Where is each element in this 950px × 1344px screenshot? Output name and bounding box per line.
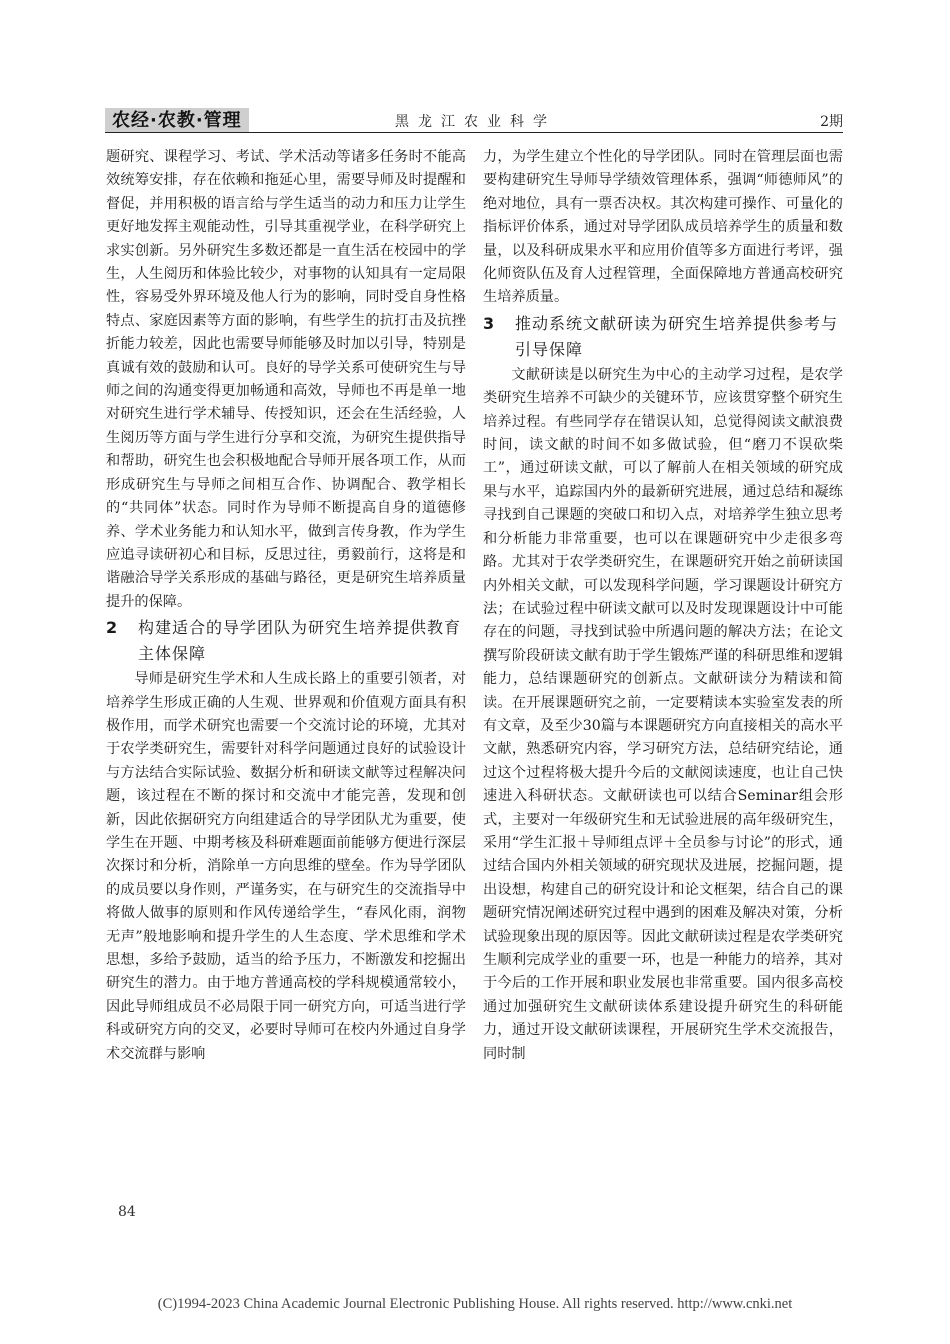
right-column (483, 146, 843, 1066)
journal-title: 黑龙江农业科学 (395, 114, 556, 130)
section-title: 推动系统文献研读为研究生培养提供参考与引导保障 (515, 313, 839, 359)
body-paragraph: 力，为学生建立个性化的导学团队。同时在管理层面也需要构建研究生导师导学绩效管理体系，强调“师德师风”的绝对地位，具有一票否决权。其次构建可操作、可量化的指标评价体系，通过对导学团队成员培养学生的质量和数量，以及科研成果水平和应用价值等多方面进行考评，强化师资队伍及育人过程管理，全面保障地方普通高校研究生培养质量。 (483, 149, 843, 306)
section-tag: 农经·农教·管理 (105, 108, 249, 133)
running-header (105, 108, 843, 134)
section-heading-3 (483, 311, 843, 363)
header-rule (105, 132, 843, 133)
section-heading-2 (106, 615, 466, 667)
left-column (106, 146, 466, 1066)
body-paragraph: 导师是研究生学术和人生成长路上的重要引领者，对培养学生形成正确的人生观、世界观和价值观方面具有积极作用，而学术研究也需要一个交流讨论的环境，尤其对于农学类研究生，需要针对科学问题通过良好的试验设计与方法结合实际试验、数据分析和研读文献等过程解决问题，该过程在不断的探讨和交流中才能完善，发现和创新，因此依据研究方向组建适合的导学团队尤为重要，使学生在开题、中期考核及科研难题面前能够方便进行深层次探讨和分析，消除单一方向思维的壁垒。作为导学团队的成员要以身作则，严谨务实，在与研究生的交流指导中将做人做事的原则和作风传递给学生，“春风化雨，润物无声”般地影响和提升学生的人生态度、学术思维和学术思想，多给予鼓励，适当的给予压力，不断激发和挖掘出研究生的潜力。由于地方普通高校的学科规模通常较小，因此导师组成员不必局限于同一研究方向，可适当进行学科或研究方向的交叉，必要时导师可在校内外通过自身学术交流群与影响 (106, 671, 466, 1062)
section-title: 构建适合的导学团队为研究生培养提供教育主体保障 (138, 618, 462, 664)
body-paragraph: 文献研读是以研究生为中心的主动学习过程，是农学类研究生培养不可缺少的关键环节，应该贯穿整个研究生培养过程。有些同学存在错误认知，总觉得阅读文献浪费时间，读文献的时间不如多做试验，但“磨刀不误砍柴工”，通过研读文献，可以了解前人在相关领域的研究成果与水平，追踪国内外的最新研究进展，通过总结和凝练寻找到自己课题的突破口和切入点，对培养学生独立思考和分析能力非常重要，也可以在课题研究中少走很多弯路。尤其对于农学类研究生，在课题研究开始之前研读国内外相关文献，可以发现科学问题，学习课题设计研究方法；在试验过程中研读文献可以及时发现课题设计中可能存在的问题，寻找到试验中所遇问题的解决方法；在论文撰写阶段研读文献有助于学生锻炼严谨的科研思维和逻辑能力，总结课题研究的创新点。文献研读分为精读和简读。在开展课题研究之前，一定要精读本实验室发表的所有文章，及至少30篇与本课题研究方向直接相关的高水平文献，熟悉研究内容，学习研究方法，总结研究结论，通过这个过程将极大提升今后的文献阅读速度，也让自己快速进入科研状态。文献研读也可以结合Seminar组会形式，主要对一年级研究生和无试验进展的高年级研究生，采用“学生汇报＋导师组点评＋全员参与讨论”的形式，通过结合国内外相关领域的研究现状及进展，挖掘问题，提出设想，构建自己的研究设计和论文框架，结合自己的课题研究情况阐述研究过程中遇到的困难及解决对策，分析试验现象出现的原因等。因此文献研读过程是农学类研究生顺利完成学业的重要一环，也是一种能力的培养，其对于今后的工作开展和职业发展也非常重要。国内很多高校通过加强研究生文献研读体系建设提升研究生的科研能力，通过开设文献研读课程，开展研究生学术交流报告，同时制 (483, 366, 843, 1062)
body-paragraph: 题研究、课程学习、考试、学术活动等诸多任务时不能高效统筹安排，存在依赖和拖延心里，需要导师及时提醒和督促，并用积极的语言给与学生适当的动力和压力让学生更好地发挥主观能动性，引导其重视学业，在科学研究上求实创新。另外研究生多数还都是一直生活在校园中的学生，人生阅历和体验比较少，对事物的认知具有一定局限性，容易受外界环境及他人行为的影响，同时受自身性格特点、家庭因素等方面的影响，有些学生的抗打击及抗挫折能力较差，因此也需要导师能够及时加以引导，特别是真诚有效的鼓励和认可。良好的导学关系可使研究生与导师之间的沟通变得更加畅通和高效，导师也不再是单一地对研究生进行学术辅导、传授知识，还会在生活经验，人生阅历等方面与学生进行分享和交流，为研究生提供指导和帮助，研究生也会积极地配合导师开展各项工作，从而形成研究生与导师之间相互合作、协调配合、教学相长的“共同体”状态。同时作为导师不断提高自身的道德修养、学术业务能力和认知水平，做到言传身教，作为学生应追寻读研初心和目标，反思过往，勇毅前行，这将是和谐融洽导学关系形成的基础与路径，更是研究生培养质量提升的保障。 (106, 149, 466, 610)
section-number: 3 (483, 313, 495, 333)
page-number: 84 (118, 1204, 136, 1220)
issue-number: 2期 (820, 114, 843, 130)
section-number: 2 (106, 618, 118, 638)
copyright-notice: (C)1994-2023 China Academic Journal Electronic Publishing House. All rights reserved. http://www.cnki.net (157, 1296, 793, 1312)
